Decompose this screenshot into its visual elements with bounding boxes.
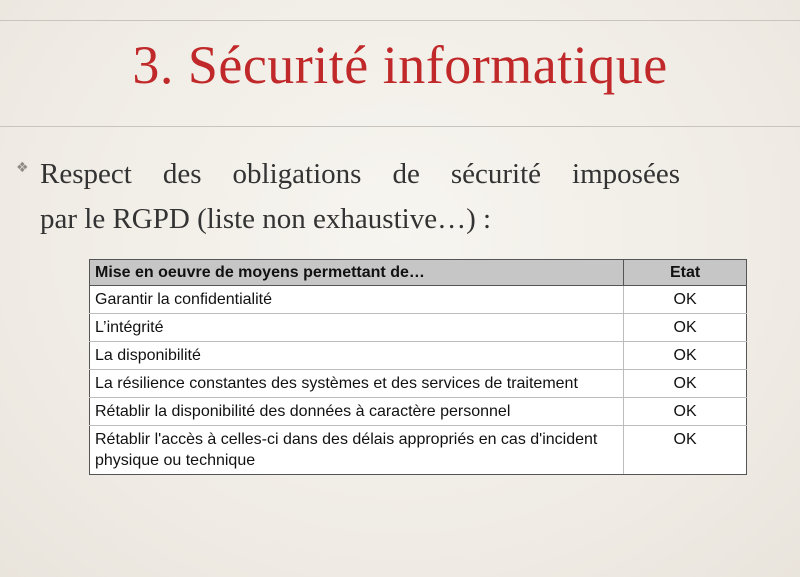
measure-cell: L’intégrité (90, 314, 624, 342)
measure-cell: Rétablir la disponibilité des données à caractère personnel (90, 398, 624, 426)
measure-cell: Rétablir l'accès à celles-ci dans des délais appropriés en cas d'incident physique ou technique (90, 426, 624, 475)
table-row (90, 314, 747, 342)
measure-cell: Garantir la confidentialité (90, 286, 624, 314)
security-measures-table (89, 259, 747, 475)
table-row (90, 370, 747, 398)
measure-cell: La résilience constantes des systèmes et des services de traitement (90, 370, 624, 398)
table-row (90, 286, 747, 314)
status-cell: OK (624, 314, 747, 342)
table-row (90, 426, 747, 475)
diamond-bullet-icon: ❖ (16, 160, 29, 176)
measure-cell: La disponibilité (90, 342, 624, 370)
table-row (90, 398, 747, 426)
bullet-text (40, 152, 680, 242)
column-header-status: Etat (624, 260, 747, 286)
slide-title: 3. Sécurité informatique (132, 35, 668, 95)
status-cell: OK (624, 342, 747, 370)
title-divider (0, 126, 800, 127)
top-divider (0, 20, 800, 21)
status-cell: OK (624, 370, 747, 398)
table-row (90, 342, 747, 370)
bullet-line-2: par le RGPD (liste non exhaustive…) : (40, 203, 492, 235)
status-cell: OK (624, 286, 747, 314)
status-cell: OK (624, 398, 747, 426)
bullet-line-1: Respect des obligations de sécurité imposées (40, 158, 680, 190)
column-header-measure: Mise en oeuvre de moyens permettant de… (90, 260, 624, 286)
table-header-row (90, 260, 747, 286)
status-cell: OK (624, 426, 747, 475)
